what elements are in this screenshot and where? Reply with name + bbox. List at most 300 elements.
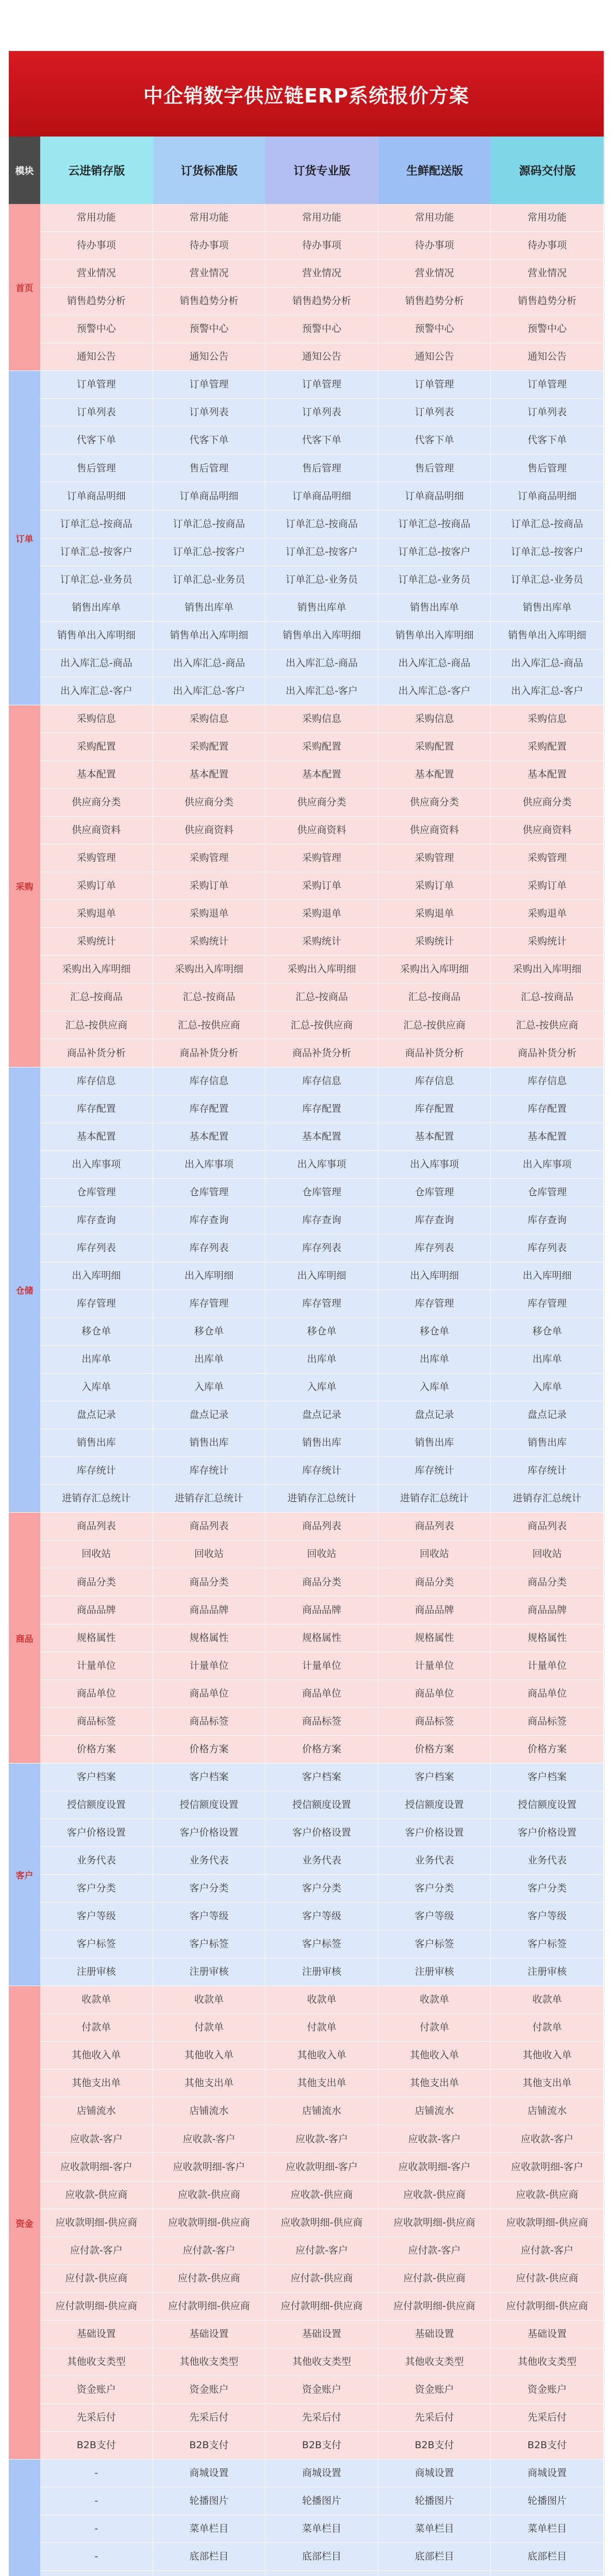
table-cell: 库存查询 (40, 1207, 153, 1234)
table-cell: 常用功能 (153, 204, 266, 232)
table-cell: 回收站 (491, 1540, 604, 1568)
table-cell: 客户分类 (153, 1875, 266, 1903)
table-cell: 商品标签 (491, 1708, 604, 1736)
module-label (9, 2460, 40, 2576)
table-cell: 订单商品明细 (491, 482, 604, 510)
page-title: 中企销数字供应链ERP系统报价方案 (143, 84, 470, 107)
table-cell: 付款单 (265, 2014, 378, 2042)
table-cell: 其他收入单 (265, 2042, 378, 2070)
table-cell: 订单商品明细 (40, 482, 153, 510)
table-cell: 汇总-按供应商 (265, 1011, 378, 1039)
table-cell: 其他收支类型 (153, 2348, 266, 2376)
table-cell: 移仓单 (153, 1318, 266, 1346)
table-cell: 库存列表 (491, 1234, 604, 1262)
table-cell: 注册审核 (153, 1958, 266, 1986)
table-cell: 其他支出单 (491, 2070, 604, 2097)
table-cell: 仓库管理 (378, 1179, 491, 1207)
table-cell: 采购退单 (378, 900, 491, 928)
table-cell: 供应商资料 (491, 817, 604, 844)
header-source-code: 源码交付版 (491, 137, 604, 204)
table-cell: 库存配置 (153, 1095, 266, 1123)
table-cell: 库存配置 (378, 1095, 491, 1123)
table-cell: 通知公告 (491, 343, 604, 371)
table-cell: - (40, 2543, 153, 2571)
table-cell: 采购管理 (491, 844, 604, 872)
table-cell: 店铺流水 (40, 2097, 153, 2125)
table-cell: 仓库管理 (40, 1179, 153, 1207)
table-cell: 客户标签 (153, 1930, 266, 1958)
table-cell: 收款单 (40, 1986, 153, 2014)
table-cell: 应付款明细-供应商 (378, 2293, 491, 2320)
table-cell: 常用功能 (40, 204, 153, 232)
table-cell: 规格属性 (265, 1624, 378, 1652)
table-cell: 店铺流水 (265, 2097, 378, 2125)
table-cell: 应付款-客户 (491, 2237, 604, 2265)
table-cell: 采购配置 (40, 733, 153, 761)
table-cell: 出库单 (40, 1346, 153, 1374)
table-cell: 应收款明细-供应商 (491, 2209, 604, 2237)
table-cell: 商品分类 (40, 1568, 153, 1596)
table-cell: 应付款明细-供应商 (40, 2293, 153, 2320)
table-cell: 应收款-客户 (378, 2125, 491, 2153)
table-cell: 通知公告 (265, 343, 378, 371)
table-cell: 采购订单 (153, 872, 266, 900)
table-cell: 供应商分类 (153, 789, 266, 817)
table-cell: 先采后付 (491, 2404, 604, 2432)
table-cell: 客户分类 (378, 1875, 491, 1903)
header-module: 模块 (9, 137, 40, 204)
table-cell: 供应商资料 (153, 817, 266, 844)
table-cell: 价格方案 (491, 1736, 604, 1764)
table-cell: 应收款明细-客户 (378, 2153, 491, 2181)
table-cell: 其他收入单 (491, 2042, 604, 2070)
table-cell: - (40, 2515, 153, 2543)
table-cell: 库存管理 (265, 1290, 378, 1318)
table-cell: 待办事项 (491, 232, 604, 260)
table-cell: 轮播图片 (153, 2487, 266, 2515)
table-cell: 库存管理 (378, 1290, 491, 1318)
table-cell: 采购配置 (378, 733, 491, 761)
table-cell: 库存统计 (491, 1457, 604, 1485)
table-cell: 商品单位 (491, 1680, 604, 1708)
table-cell: 销售趋势分析 (491, 287, 604, 315)
header-cloud-jxc: 云进销存版 (40, 137, 153, 204)
table-cell: 商品单位 (153, 1680, 266, 1708)
table-cell: 出库单 (153, 1346, 266, 1374)
table-cell: 订单汇总-业务员 (265, 566, 378, 594)
module-label: 订单 (9, 371, 40, 705)
table-cell: 供应商分类 (491, 789, 604, 817)
table-cell: 库存统计 (153, 1457, 266, 1485)
table-cell: 其他支出单 (153, 2070, 266, 2097)
table-cell: 商品品牌 (153, 1596, 266, 1624)
table-cell: 商品单位 (265, 1680, 378, 1708)
table-cell: 其他支出单 (40, 2070, 153, 2097)
table-cell: 销售单出入库明细 (40, 622, 153, 650)
table-cell (153, 2571, 266, 2576)
table-cell: 店铺流水 (153, 2097, 266, 2125)
table-cell: 客户等级 (265, 1903, 378, 1930)
table-cell: 预警中心 (378, 315, 491, 343)
table-cell: 盘点记录 (40, 1401, 153, 1429)
table-cell: 采购配置 (491, 733, 604, 761)
table-cell: 资金账户 (265, 2376, 378, 2404)
table-cell: 订单汇总-业务员 (40, 566, 153, 594)
table-cell: 销售单出入库明细 (491, 622, 604, 650)
table-cell: 价格方案 (40, 1736, 153, 1764)
table-cell: 采购配置 (153, 733, 266, 761)
table-cell: 应收款明细-客户 (153, 2153, 266, 2181)
table-cell: 应付款-供应商 (378, 2265, 491, 2293)
table-cell: 售后管理 (40, 454, 153, 482)
table-cell: 汇总-按商品 (491, 984, 604, 1011)
table-cell: 入库单 (40, 1374, 153, 1401)
table-cell: 供应商分类 (378, 789, 491, 817)
table-cell: 菜单栏目 (491, 2515, 604, 2543)
table-cell: 基础设置 (153, 2320, 266, 2348)
table-cell: 店铺流水 (378, 2097, 491, 2125)
table-cell: 规格属性 (40, 1624, 153, 1652)
table-cell: 订单汇总-按客户 (378, 538, 491, 566)
table-cell: 订单列表 (153, 399, 266, 427)
table-cell: 代客下单 (491, 427, 604, 454)
table-cell: 回收站 (378, 1540, 491, 1568)
table-cell: 商城设置 (153, 2460, 266, 2487)
table-cell: 采购配置 (265, 733, 378, 761)
table-cell: 库存管理 (40, 1290, 153, 1318)
table-cell: 基础设置 (265, 2320, 378, 2348)
table-cell: 应收款明细-供应商 (378, 2209, 491, 2237)
table-cell: 商品列表 (265, 1513, 378, 1540)
table-cell: 销售趋势分析 (265, 287, 378, 315)
table-cell: 商品品牌 (491, 1596, 604, 1624)
table-cell: 预警中心 (153, 315, 266, 343)
table-cell: 收款单 (153, 1986, 266, 2014)
table-cell: 其他收支类型 (491, 2348, 604, 2376)
table-cell: 资金账户 (491, 2376, 604, 2404)
table-cell: 采购出入库明细 (378, 956, 491, 984)
table-cell: 出入库汇总-商品 (153, 650, 266, 677)
table-cell: 应收款-供应商 (153, 2181, 266, 2209)
table-cell: 客户等级 (378, 1903, 491, 1930)
table-cell: 代客下单 (265, 427, 378, 454)
table-cell: 出入库明细 (491, 1262, 604, 1290)
table-cell: 商品补货分析 (265, 1039, 378, 1067)
table-cell: 营业情况 (491, 260, 604, 287)
table-cell: 供应商分类 (265, 789, 378, 817)
table-cell: 出入库汇总-客户 (491, 677, 604, 705)
table-cell: 出入库汇总-客户 (153, 677, 266, 705)
feature-table (9, 204, 604, 2576)
table-cell: 订单汇总-按商品 (153, 511, 266, 538)
table-cell: 出入库汇总-客户 (40, 677, 153, 705)
table-cell: 售后管理 (265, 454, 378, 482)
table-cell: 采购出入库明细 (491, 956, 604, 984)
table-cell: 出入库事项 (153, 1151, 266, 1179)
table-cell: 客户标签 (491, 1930, 604, 1958)
table-cell: 应付款明细-供应商 (265, 2293, 378, 2320)
table-cell: 收款单 (491, 1986, 604, 2014)
table-cell: 订单汇总-按商品 (265, 511, 378, 538)
table-cell: 供应商分类 (40, 789, 153, 817)
table-cell: 底部栏目 (491, 2543, 604, 2571)
table-cell: - (40, 2487, 153, 2515)
table-cell: 授信额度设置 (153, 1791, 266, 1819)
table-cell: 销售趋势分析 (378, 287, 491, 315)
table-cell: 应收款-客户 (265, 2125, 378, 2153)
table-cell: 订单商品明细 (265, 482, 378, 510)
table-cell: 库存配置 (265, 1095, 378, 1123)
table-cell: 库存信息 (265, 1067, 378, 1095)
table-cell: 客户价格设置 (491, 1819, 604, 1847)
table-cell: 营业情况 (265, 260, 378, 287)
table-cell: 库存管理 (491, 1290, 604, 1318)
table-cell: 采购统计 (153, 928, 266, 956)
table-cell: 基本配置 (265, 1123, 378, 1151)
table-cell: 库存查询 (378, 1207, 491, 1234)
table-cell: 采购信息 (378, 705, 491, 733)
table-cell: 注册审核 (491, 1958, 604, 1986)
table-cell: 订单管理 (153, 371, 266, 399)
table-cell: 出入库事项 (378, 1151, 491, 1179)
table-cell: B2B支付 (378, 2432, 491, 2460)
table-cell: 基本配置 (153, 1123, 266, 1151)
table-cell: 采购订单 (378, 872, 491, 900)
table-cell: 底部栏目 (265, 2543, 378, 2571)
table-cell: 其他收入单 (40, 2042, 153, 2070)
table-cell: 价格方案 (265, 1736, 378, 1764)
table-cell: 销售出库 (491, 1429, 604, 1457)
module-label: 仓储 (9, 1067, 40, 1513)
table-cell: 销售出库单 (491, 594, 604, 622)
table-cell: 商品补货分析 (378, 1039, 491, 1067)
table-cell: 出入库汇总-商品 (491, 650, 604, 677)
table-cell: 商城设置 (265, 2460, 378, 2487)
table-cell: 通知公告 (153, 343, 266, 371)
table-cell: 采购信息 (40, 705, 153, 733)
table-cell: 付款单 (491, 2014, 604, 2042)
table-cell: 商品标签 (40, 1708, 153, 1736)
table-cell: 销售出库 (378, 1429, 491, 1457)
table-cell: 应收款-供应商 (40, 2181, 153, 2209)
table-cell: 注册审核 (40, 1958, 153, 1986)
table-cell: 仓库管理 (491, 1179, 604, 1207)
table-cell: 库存列表 (378, 1234, 491, 1262)
table-cell: 仓库管理 (153, 1179, 266, 1207)
table-cell: 计量单位 (265, 1652, 378, 1680)
table-cell: 出入库汇总-客户 (265, 677, 378, 705)
table-cell (265, 2571, 378, 2576)
table-cell: 商城设置 (491, 2460, 604, 2487)
table-cell: 商品标签 (265, 1708, 378, 1736)
table-cell: 订单管理 (491, 371, 604, 399)
table-cell: 轮播图片 (491, 2487, 604, 2515)
table-cell: 入库单 (153, 1374, 266, 1401)
table-cell: 客户分类 (265, 1875, 378, 1903)
table-cell: 通知公告 (378, 343, 491, 371)
table-cell: 客户标签 (265, 1930, 378, 1958)
table-cell: 仓库管理 (265, 1179, 378, 1207)
table-cell: 销售单出入库明细 (378, 622, 491, 650)
table-cell: 应收款明细-供应商 (40, 2209, 153, 2237)
table-cell: 应收款-客户 (153, 2125, 266, 2153)
table-cell: 出入库汇总-商品 (40, 650, 153, 677)
table-cell: 进销存汇总统计 (378, 1485, 491, 1513)
table-cell: 商品标签 (153, 1708, 266, 1736)
table-cell: 其他收入单 (153, 2042, 266, 2070)
table-cell: 订单汇总-业务员 (153, 566, 266, 594)
table-cell: 订单汇总-按客户 (491, 538, 604, 566)
table-cell: 客户标签 (40, 1930, 153, 1958)
table-cell: 采购信息 (153, 705, 266, 733)
table-cell: 出入库事项 (265, 1151, 378, 1179)
table-cell: 常用功能 (378, 204, 491, 232)
table-cell: 订单列表 (265, 399, 378, 427)
table-cell: 出入库事项 (491, 1151, 604, 1179)
table-cell: 订单商品明细 (153, 482, 266, 510)
table-cell: 授信额度设置 (265, 1791, 378, 1819)
table-cell: 客户档案 (378, 1764, 491, 1791)
table-cell: 基本配置 (153, 761, 266, 789)
table-cell: 商品品牌 (378, 1596, 491, 1624)
table-cell: 采购退单 (265, 900, 378, 928)
table-cell: 先采后付 (40, 2404, 153, 2432)
table-cell: 价格方案 (378, 1736, 491, 1764)
table-cell: 汇总-按供应商 (491, 1011, 604, 1039)
table-cell: 应收款明细-客户 (40, 2153, 153, 2181)
table-cell: 轮播图片 (265, 2487, 378, 2515)
module-label: 资金 (9, 1986, 40, 2460)
table-cell: B2B支付 (491, 2432, 604, 2460)
table-cell: 店铺流水 (491, 2097, 604, 2125)
table-cell: 资金账户 (40, 2376, 153, 2404)
table-cell: 付款单 (40, 2014, 153, 2042)
table-cell: 商品列表 (378, 1513, 491, 1540)
table-cell: 客户分类 (40, 1875, 153, 1903)
table-cell: 销售趋势分析 (40, 287, 153, 315)
table-cell: 客户价格设置 (40, 1819, 153, 1847)
table-cell: 采购统计 (40, 928, 153, 956)
table-cell: 常用功能 (265, 204, 378, 232)
table-cell: 收款单 (378, 1986, 491, 2014)
table-cell: 移仓单 (378, 1318, 491, 1346)
table-cell: 销售趋势分析 (153, 287, 266, 315)
table-cell: 供应商资料 (378, 817, 491, 844)
table-cell: 通知公告 (40, 343, 153, 371)
table-cell: 常用功能 (491, 204, 604, 232)
table-cell: 出库单 (378, 1346, 491, 1374)
table-cell: 商品单位 (40, 1680, 153, 1708)
table-cell: 库存信息 (153, 1067, 266, 1095)
table-cell: 商品品牌 (40, 1596, 153, 1624)
table-cell: 出入库汇总-商品 (378, 650, 491, 677)
table-cell: 销售单出入库明细 (265, 622, 378, 650)
table-cell: 应收款-供应商 (491, 2181, 604, 2209)
table-cell: 客户价格设置 (265, 1819, 378, 1847)
table-cell: 采购退单 (153, 900, 266, 928)
table-cell: 销售出库单 (153, 594, 266, 622)
table-cell: 库存统计 (265, 1457, 378, 1485)
table-cell: 菜单栏目 (265, 2515, 378, 2543)
table-cell: 进销存汇总统计 (265, 1485, 378, 1513)
module-label: 采购 (9, 705, 40, 1067)
table-cell: 采购订单 (265, 872, 378, 900)
table-cell: 采购订单 (40, 872, 153, 900)
table-cell: 底部栏目 (378, 2543, 491, 2571)
table-cell: 采购信息 (265, 705, 378, 733)
table-cell: 授信额度设置 (491, 1791, 604, 1819)
table-cell: 汇总-按商品 (40, 984, 153, 1011)
module-label: 首页 (9, 204, 40, 371)
table-cell: 订单商品明细 (378, 482, 491, 510)
table-cell (378, 2571, 491, 2576)
table-cell: 基础设置 (40, 2320, 153, 2348)
table-cell: 订单管理 (378, 371, 491, 399)
table-cell: 先采后付 (378, 2404, 491, 2432)
table-cell: 应付款-客户 (153, 2237, 266, 2265)
table-cell: 售后管理 (378, 454, 491, 482)
title-banner (9, 51, 604, 137)
table-cell: 应付款明细-供应商 (491, 2293, 604, 2320)
table-cell: 规格属性 (378, 1624, 491, 1652)
table-cell: 资金账户 (153, 2376, 266, 2404)
table-cell: 先采后付 (153, 2404, 266, 2432)
table-cell: 库存查询 (491, 1207, 604, 1234)
table-cell: 商品补货分析 (153, 1039, 266, 1067)
table-cell: 规格属性 (153, 1624, 266, 1652)
table-cell: 菜单栏目 (153, 2515, 266, 2543)
header-order-standard: 订货标准版 (153, 137, 266, 204)
table-cell: 订单汇总-业务员 (491, 566, 604, 594)
table-cell: 应付款-供应商 (153, 2265, 266, 2293)
table-cell: 商品分类 (491, 1568, 604, 1596)
table-cell: 客户等级 (153, 1903, 266, 1930)
table-cell: 出库单 (491, 1346, 604, 1374)
table-cell: 库存列表 (265, 1234, 378, 1262)
table-cell: 商品列表 (491, 1513, 604, 1540)
table-cell: 库存查询 (153, 1207, 266, 1234)
table-cell: 营业情况 (378, 260, 491, 287)
table-cell: 采购退单 (40, 900, 153, 928)
table-cell: 盘点记录 (153, 1401, 266, 1429)
table-cell: 付款单 (378, 2014, 491, 2042)
table-cell: 其他收支类型 (40, 2348, 153, 2376)
table-cell: 基本配置 (265, 761, 378, 789)
table-cell: 应收款明细-供应商 (265, 2209, 378, 2237)
table-cell: 收款单 (265, 1986, 378, 2014)
table-cell: 采购管理 (40, 844, 153, 872)
table-cell: 商品列表 (40, 1513, 153, 1540)
table-cell: 出入库汇总-商品 (265, 650, 378, 677)
table-cell: 订单汇总-按客户 (40, 538, 153, 566)
table-cell: 计量单位 (378, 1652, 491, 1680)
table-cell: 授信额度设置 (40, 1791, 153, 1819)
table-cell (491, 2571, 604, 2576)
table-cell: 出入库汇总-客户 (378, 677, 491, 705)
table-cell: 商品分类 (378, 1568, 491, 1596)
table-cell: 客户档案 (153, 1764, 266, 1791)
table-cell: 供应商资料 (265, 817, 378, 844)
table-cell: 注册审核 (378, 1958, 491, 1986)
table-cell: 商品单位 (378, 1680, 491, 1708)
table-cell: 盘点记录 (378, 1401, 491, 1429)
table-cell: 出入库明细 (153, 1262, 266, 1290)
table-cell: 资金账户 (378, 2376, 491, 2404)
table-cell: 应付款-客户 (265, 2237, 378, 2265)
table-cell: 商品分类 (265, 1568, 378, 1596)
table-cell: 客户档案 (491, 1764, 604, 1791)
table-cell: 业务代表 (265, 1847, 378, 1875)
